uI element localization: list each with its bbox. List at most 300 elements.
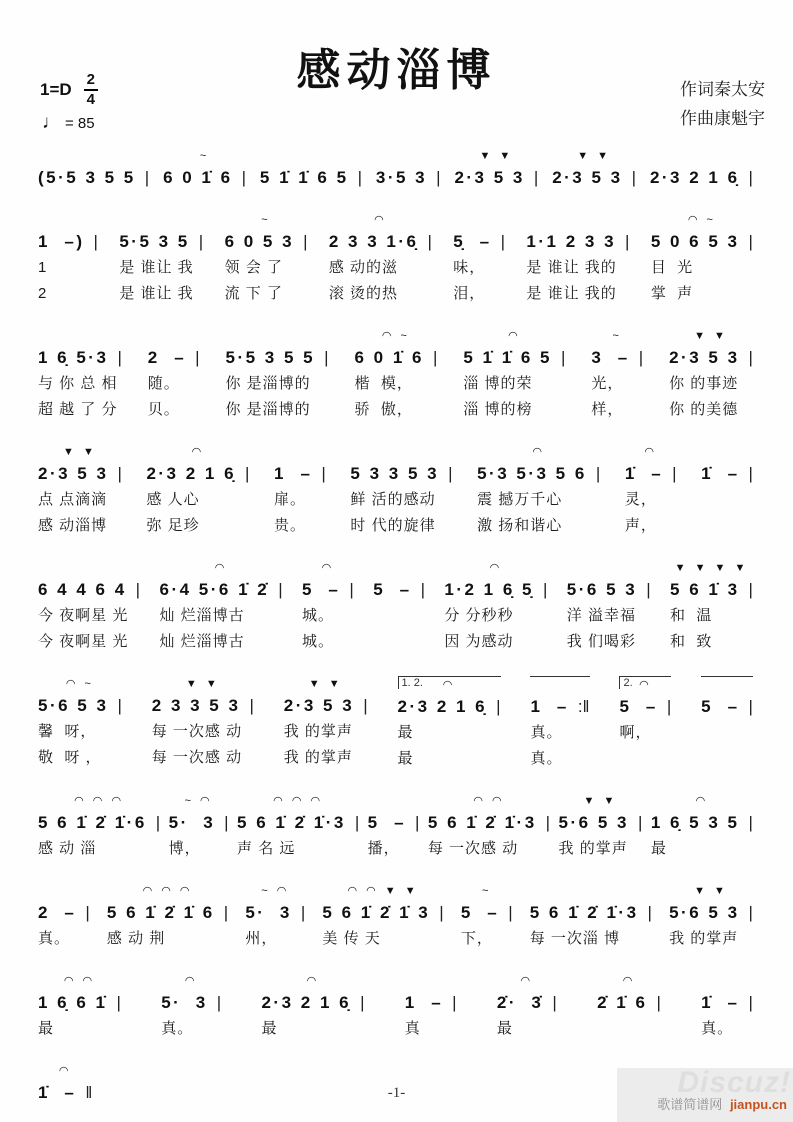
measure-notes: 1̇ – [624, 464, 664, 483]
measure [169, 793, 229, 862]
lyric-line-1: 感 人心 [146, 491, 200, 508]
barline: | [249, 696, 254, 715]
lyric-line-2: 今 夜啊星 光 [38, 633, 129, 650]
lyric-line-1: 与 你 总 相 [38, 375, 118, 392]
measure-notes: 2·3 5 3 [38, 464, 109, 483]
barline: | [748, 697, 753, 716]
measure-notes: 5 6 1̇ 2̇ 1̇·3 [427, 813, 537, 832]
notes-row [670, 577, 753, 603]
ornament-marks: ◠ [639, 679, 652, 691]
measure [461, 883, 513, 952]
measure-notes: 2̇ 1̇ 6 [597, 993, 648, 1012]
score-system-8 [38, 883, 753, 952]
measure-notes: 1̇ – [701, 993, 740, 1012]
measure-notes: 2·3 5 3 [669, 348, 740, 367]
notes-row [38, 693, 122, 719]
barline: | [117, 464, 122, 483]
lyric-line-1: 点 点滴滴 [38, 491, 108, 508]
lyric-line-2: 我 们喝彩 [566, 633, 636, 650]
lyric-line-1: 鲜 活的感动 [350, 491, 436, 508]
ornament-marks: ◠ [508, 330, 521, 342]
measure-notes: 5· 3 [168, 813, 216, 832]
measure-notes: 3·5 3 [375, 168, 428, 187]
measure [701, 973, 753, 1042]
measure [350, 444, 452, 539]
score-system-4 [38, 444, 753, 539]
measure-notes: 5 – [367, 813, 407, 832]
credits [680, 76, 765, 134]
barline: | [117, 696, 122, 715]
measure-notes: 2·3 2 1 6̣ [397, 697, 488, 716]
lyric-line-2: 淄 博的榜 [463, 401, 533, 418]
ornament-marks [38, 148, 149, 165]
measure-notes: 1̇ – [701, 464, 740, 483]
barline: | [656, 993, 661, 1012]
lyric-line-1: 是 谁让 我 [119, 259, 194, 276]
measure [322, 883, 443, 952]
barline: | [748, 168, 753, 187]
notes-row [226, 345, 329, 371]
measure [552, 148, 636, 191]
notes-row [38, 577, 140, 603]
measure [38, 212, 98, 307]
measure [38, 676, 122, 771]
lyric-line-1: 你 是淄博的 [225, 375, 311, 392]
barline: | [427, 232, 432, 251]
lyric-line-2: 城。 [302, 633, 335, 650]
lyric-line-1: 是 谁让 我的 [526, 259, 617, 276]
measure [477, 444, 600, 539]
barline: | [93, 232, 98, 251]
measure [38, 973, 121, 1042]
barline: | [666, 697, 672, 716]
lyric-line-1: 你 的事迹 [669, 375, 739, 392]
lyric-line-2: 因 为感动 [444, 633, 514, 650]
lyric-line-2: 感 动淄博 [38, 517, 108, 534]
lyric-line-1: 最 [38, 1020, 55, 1037]
notes-row [354, 345, 437, 371]
notes-row [350, 461, 452, 487]
measure [119, 212, 203, 307]
lyric-line-1: 美 传 天 [322, 930, 381, 947]
tempo-value: = 85 [65, 114, 95, 132]
ornament-marks [526, 212, 629, 229]
watermark-site-name: 歌谱简谱网 [657, 1097, 723, 1112]
notes-row [107, 900, 228, 926]
discuz-watermark-text: Discuz! [677, 1068, 791, 1099]
barline: | [303, 232, 308, 251]
lyric-line-1: 我 的掌声 [558, 840, 628, 857]
measure-notes: 5 6 1̇ 2̇ 1̇ 3 [322, 903, 431, 922]
barline: | [595, 464, 601, 483]
measure-notes: 3 – [591, 348, 630, 367]
barline: | [748, 903, 753, 922]
notes-row [119, 229, 203, 255]
measure-notes: 5̣ – [453, 232, 492, 251]
measure-notes: 6 0 1̇ 6 [163, 168, 233, 187]
barline: | [533, 168, 539, 187]
measure [650, 148, 753, 191]
measure [625, 444, 677, 539]
barline: | [647, 903, 652, 922]
ornament-marks: ▼ ▼ [308, 678, 343, 690]
ornament-marks [453, 212, 505, 229]
ornament-marks [701, 444, 753, 461]
barline: | [436, 168, 441, 187]
measure-notes: 5·6 5 3 [566, 580, 638, 599]
measure [405, 973, 457, 1042]
measure [597, 973, 661, 1042]
notes-row [625, 461, 677, 487]
measure-notes: 5· 3 [161, 993, 208, 1012]
watermark [617, 1068, 793, 1122]
notes-row [552, 165, 636, 191]
notes-row [152, 693, 254, 719]
notes-row [619, 694, 671, 720]
ornament-marks: ◠ ~ [65, 678, 94, 690]
volta-label: 2. [619, 677, 635, 689]
barline: | [748, 232, 753, 251]
measure-notes: 2·3 5 3 [283, 696, 355, 715]
lyric-line-1: 我 的掌声 [283, 723, 353, 740]
notes-row [302, 577, 354, 603]
measure [107, 883, 228, 952]
ornament-marks [274, 444, 326, 461]
measure [526, 212, 629, 307]
quarter-note-icon: ♩ [42, 112, 61, 133]
ornament-marks [368, 793, 420, 810]
barline: | [85, 903, 90, 922]
barline: | [144, 168, 150, 187]
notes-row [650, 165, 753, 191]
barline: | [496, 697, 501, 716]
lyric-line-1: 声 名 远 [237, 840, 296, 857]
ornament-marks: ◠ [191, 446, 205, 458]
notes-row [373, 577, 425, 603]
score [0, 148, 793, 1122]
barline: | [545, 813, 551, 832]
barline: | [415, 813, 420, 832]
ornament-marks: ▼ ▼ [63, 446, 97, 458]
barline: | [360, 993, 365, 1012]
lyric-line-1: 今 夜啊星 光 [38, 607, 129, 624]
barline: | [224, 813, 229, 832]
lyric-line-2: 声， [624, 517, 657, 534]
measure [237, 793, 359, 862]
measure-notes: 2·3 5 3 [454, 168, 525, 187]
ornament-marks: ▼ ▼ [694, 330, 728, 342]
ornament-marks: ◠ [58, 1065, 72, 1077]
ornament-marks: ▼ ▼ [479, 150, 514, 162]
lyric-line-1: 领 会 了 [224, 259, 283, 276]
notes-row [38, 900, 90, 926]
notes-row [477, 461, 600, 487]
measure [261, 973, 364, 1042]
barline: | [748, 348, 753, 367]
lyricist-credit: 作词秦太安 [680, 80, 765, 99]
notes-row [245, 900, 305, 926]
measure-notes: 1·1 2 3 3 [526, 232, 617, 251]
measure-notes: 1 6̣ 5·3 [38, 348, 109, 367]
ornament-marks: ~ ◠ [261, 885, 290, 897]
measure-notes: 5 6 1̇ 2̇ 1̇·3 [237, 813, 346, 832]
notes-row [701, 694, 753, 720]
lyric-line-1: 啊， [619, 724, 652, 741]
time-signature-numerator: 2 [84, 72, 98, 91]
barline: | [216, 993, 222, 1012]
measure-notes: 5 – [460, 903, 500, 922]
notes-row [38, 990, 121, 1016]
notes-row [497, 990, 557, 1016]
lyric-line-1: 洋 溢幸福 [566, 607, 636, 624]
score-system-1 [38, 148, 753, 191]
score-system-5 [38, 560, 753, 655]
barline: | [631, 168, 637, 187]
barline: | [552, 993, 557, 1012]
measure-notes: 2·3 5 3 [552, 168, 623, 187]
measure-notes: 6·4 5·6 1̇ 2̇ [159, 580, 270, 599]
lyric-line-1: 我 的掌声 [669, 930, 739, 947]
ornament-marks [405, 973, 457, 990]
lyric-line-2: 骄 傲， [354, 401, 413, 418]
barline: | [638, 348, 644, 367]
barline: | [198, 232, 204, 251]
lyric-line-2 [373, 629, 425, 655]
lyric-line-1: 馨 呀， [38, 723, 97, 740]
lyric-line-2: 超 越 了 分 [38, 401, 118, 418]
notes-row [669, 900, 753, 926]
notes-row [453, 229, 505, 255]
measure [670, 560, 753, 655]
measure [530, 676, 589, 772]
ornament-marks [701, 677, 753, 694]
ornament-marks [650, 148, 753, 165]
lyric-line-1: 每 一次感 动 [151, 723, 243, 740]
measure-notes: 5 – [373, 580, 412, 599]
notes-row [567, 577, 651, 603]
notes-row [428, 810, 550, 836]
ornament-marks: ◠ ~ [687, 214, 716, 226]
measure [368, 793, 420, 862]
ornament-marks [38, 212, 98, 229]
barline: | [324, 348, 329, 367]
lyric-line-2: 和 致 [670, 633, 713, 650]
measure [591, 328, 643, 423]
notes-row [461, 900, 513, 926]
lyric-line-1: 下， [460, 930, 493, 947]
ornament-marks: ▼ ▼ [694, 885, 728, 897]
measure-notes: 1·2 1 6̣ 5̣ [444, 580, 534, 599]
ornament-marks: ~ [482, 885, 492, 897]
ornament-marks: ◠ ◠ ▼ ▼ [347, 885, 419, 897]
ornament-marks [373, 560, 425, 577]
lyric-line-1: 感 动 淄 [38, 840, 97, 857]
notes-row [454, 165, 538, 191]
measure [453, 212, 505, 307]
measure [567, 560, 651, 655]
ornament-marks: ◠ ◠ ◠ [273, 795, 324, 807]
measure [284, 676, 368, 771]
notes-row [398, 694, 501, 720]
measure-notes: 5 0 6 5 3 [650, 232, 740, 251]
lyric-line-1: 城。 [302, 607, 335, 624]
lyric-line-2: 掌 声 [650, 285, 694, 302]
time-signature-denominator: 4 [86, 90, 96, 108]
score-system-2 [38, 212, 753, 307]
barline: | [748, 813, 753, 832]
measure [226, 328, 329, 423]
notes-row [530, 900, 652, 926]
measure [302, 560, 354, 655]
measure [497, 973, 557, 1042]
measure-notes: 5·5 3 5 5 [225, 348, 316, 367]
measure [245, 883, 305, 952]
lyric-line-1: 淄 博的荣 [463, 375, 533, 392]
measure-notes: 5 6 1̇ 2̇ 1̇·6 [38, 813, 147, 832]
key-signature: 1=D [40, 79, 72, 99]
measure-notes: 5·6 5 3 [669, 903, 740, 922]
page-number: -1- [387, 1085, 406, 1101]
measure-notes: 5·5 3 5 [119, 232, 190, 251]
measure-notes: 1 6̣ 5 3 5 [650, 813, 740, 832]
ornament-marks [38, 883, 90, 900]
measure [148, 328, 200, 423]
time-signature [84, 72, 98, 108]
measure [651, 212, 753, 307]
measure [354, 328, 437, 423]
measure-notes: 5 6 1̇ 3 [670, 580, 740, 599]
lyric-line-2: 弥 足珍 [146, 517, 200, 534]
barline: | [357, 168, 362, 187]
ornament-marks [701, 973, 753, 990]
barline: | [508, 903, 513, 922]
ornament-marks: ▼ ▼ [583, 795, 618, 807]
lyric-line-2: 我 的掌声 [283, 749, 353, 766]
ornament-marks: ◠ [374, 214, 387, 226]
notes-row [669, 345, 753, 371]
volta-label: 1. 2. [398, 677, 426, 689]
lyric-line-2 [701, 513, 753, 539]
composer-credit: 作曲康魁宇 [680, 108, 765, 128]
measure-notes: 5· 3 [245, 903, 292, 922]
notes-row [651, 229, 753, 255]
measure [559, 793, 643, 862]
measure-notes: 6 4 4 6 4 [38, 580, 127, 599]
tempo-marking [42, 112, 95, 134]
lyric-line-1: 最 [261, 1020, 278, 1037]
lyric-line-2: 样， [591, 401, 624, 418]
notes-row [651, 810, 753, 836]
lyric-line-1: 感 动 荆 [106, 930, 166, 947]
lyric-line-1: 分 分秒秒 [444, 607, 514, 624]
measure-notes: (5·5 3 5 5 [38, 168, 136, 187]
measure-notes: 5 – [302, 580, 341, 599]
ornament-marks [376, 148, 441, 165]
notes-row [329, 229, 432, 255]
score-system-6 [38, 676, 753, 772]
ornament-marks: ◠ [622, 975, 636, 987]
lyric-line-1: 最 [397, 724, 414, 741]
notes-row [146, 461, 249, 487]
barline: | [420, 580, 425, 599]
ornament-marks: ◠ [520, 975, 534, 987]
ornament-marks [226, 328, 329, 345]
measure [376, 148, 441, 191]
lyric-line-1: 目 光 [650, 259, 694, 276]
measure-notes: 2 – [147, 348, 187, 367]
measure [161, 973, 221, 1042]
notes-row [701, 990, 753, 1016]
ornament-marks: ◠ ◠ ◠ [74, 795, 125, 807]
lyric-line-2: 贵。 [274, 517, 307, 534]
lyric-line-2: 2 [38, 285, 48, 302]
lyric-line-1 [373, 603, 425, 629]
measure-notes: 5·6 5 3 [38, 696, 109, 715]
barline: | [349, 580, 354, 599]
lyric-line-1 [701, 720, 753, 746]
measure-notes: 2 3 3 5 3 [151, 696, 241, 715]
ornament-marks: ◠ [489, 562, 503, 574]
measure-notes: 2 – [38, 903, 77, 922]
ornament-marks [567, 560, 651, 577]
lyric-line-2: 是 谁让 我 [119, 285, 194, 302]
ornament-marks: ◠ ~ [381, 330, 410, 342]
lyric-line-1: 扉。 [274, 491, 307, 508]
ornament-marks: ◠ [442, 679, 456, 691]
lyric-line-1: 楷 模， [354, 375, 413, 392]
notes-row [38, 461, 122, 487]
measure [669, 883, 753, 952]
lyric-line-1: 州， [245, 930, 278, 947]
barline: | [646, 580, 651, 599]
score-system-3 [38, 328, 753, 423]
lyric-line-2: 敬 呀 ， [38, 749, 102, 766]
barline: | [432, 348, 438, 367]
lyric-line-1: 播， [367, 840, 400, 857]
barline: | [542, 580, 548, 599]
lyric-line-2 [701, 746, 753, 772]
measure [669, 328, 753, 423]
notes-row [526, 229, 629, 255]
ornament-marks: ~ [612, 330, 622, 342]
measure-notes: 5 6 1̇ 2̇ 1̇·3 [529, 903, 639, 922]
notes-row [163, 165, 246, 191]
measure [463, 328, 565, 423]
measure [454, 148, 538, 191]
ornament-marks [350, 444, 452, 461]
measure-notes: 5 – [619, 697, 658, 716]
measure [428, 793, 550, 862]
lyric-line-2: 每 一次感 动 [151, 749, 243, 766]
notes-row [530, 694, 589, 720]
notes-row [701, 461, 753, 487]
song-title: 感动淄博 [296, 46, 497, 95]
watermark-site-url: jianpu.cn [729, 1097, 787, 1112]
barline: | [500, 232, 506, 251]
lyric-line-1: 灿 烂淄博古 [159, 607, 245, 624]
ornament-marks: ◠ [321, 562, 335, 574]
lyric-line-1: 博， [168, 840, 201, 857]
lyric-line-1: 味， [453, 259, 486, 276]
measure [444, 560, 547, 655]
measure [38, 883, 90, 952]
ornament-marks: ◠ [644, 446, 657, 458]
notes-row [368, 810, 420, 836]
barline: | [354, 813, 360, 832]
ornament-marks [530, 677, 589, 694]
notes-row [444, 577, 547, 603]
key-time-signature [40, 72, 98, 108]
